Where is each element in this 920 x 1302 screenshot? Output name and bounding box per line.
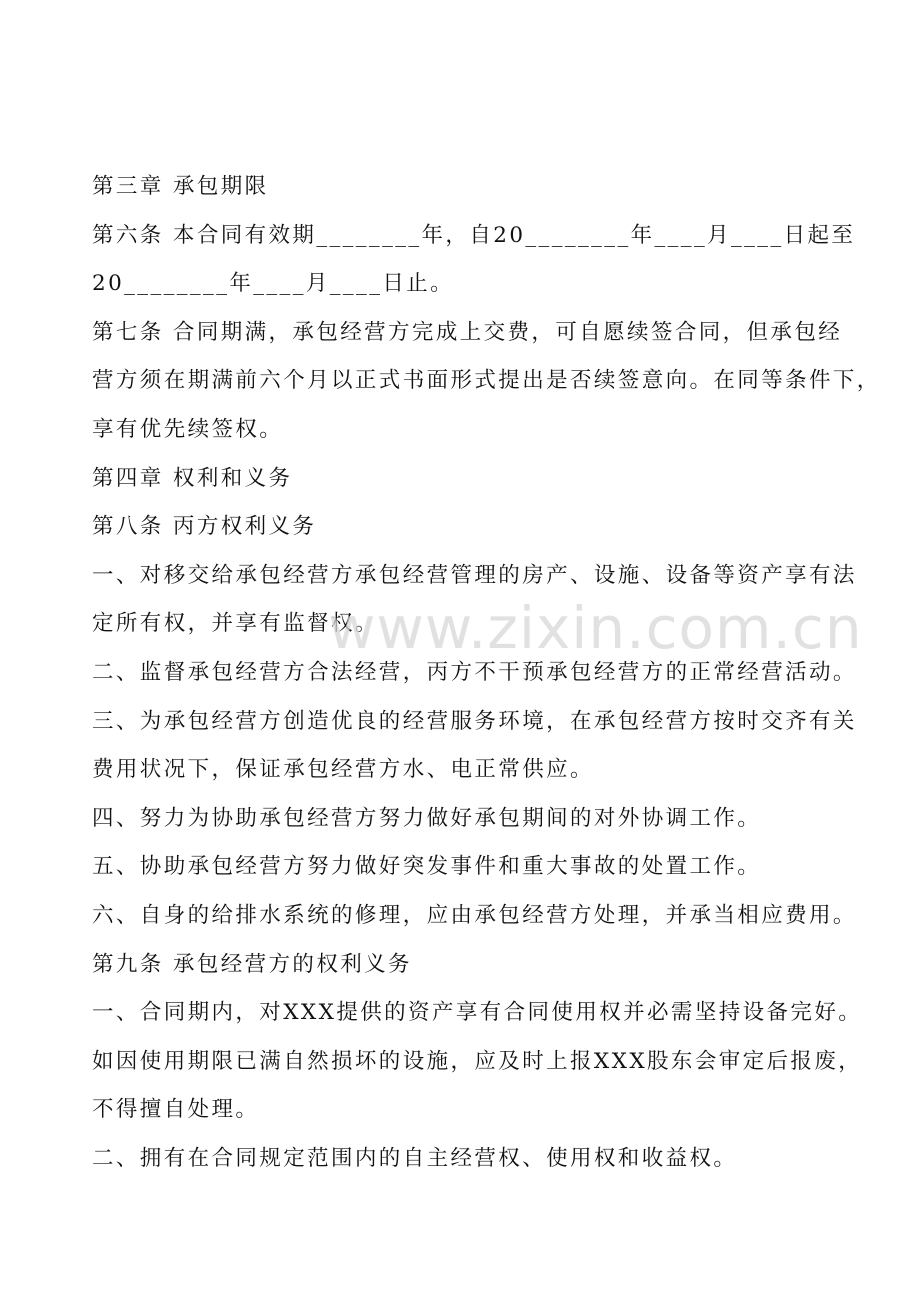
article-9-item-1-line-3: 不得擅自处理。 xyxy=(92,1097,260,1123)
article-7-line-2: 营方须在期满前六个月以正式书面形式提出是否续签意向。在同等条件下， xyxy=(92,368,881,394)
article-8-item-1-line-1: 一、对移交给承包经营方承包经营管理的房产、设施、设备等资产享有法 xyxy=(92,562,857,588)
article-8-item-3-line-1: 三、为承包经营方创造优良的经营服务环境，在承包经营方按时交齐有关 xyxy=(92,708,857,734)
chapter-heading-4: 第四章 权利和义务 xyxy=(92,465,293,491)
article-8-item-6: 六、自身的给排水系统的修理，应由承包经营方处理，并承当相应费用。 xyxy=(92,902,857,928)
article-8-heading: 第八条 丙方权利义务 xyxy=(92,514,317,540)
chapter-heading-3: 第三章 承包期限 xyxy=(92,174,269,199)
article-8-item-1-line-2: 定所有权，并享有监督权。 xyxy=(92,611,379,637)
article-9-item-2: 二、拥有在合同规定范围内的自主经营权、使用权和收益权。 xyxy=(92,1145,738,1171)
article-8-item-5: 五、协助承包经营方努力做好突发事件和重大事故的处置工作。 xyxy=(92,854,762,880)
document-body xyxy=(92,163,881,1183)
article-9-item-1-line-1: 一、合同期内，对XXX提供的资产享有合同使用权并必需坚持设备完好。 xyxy=(92,1000,863,1026)
article-9-heading: 第九条 承包经营方的权利义务 xyxy=(92,951,412,977)
article-7-line-3: 享有优先续签权。 xyxy=(92,416,284,442)
article-9-item-1-line-2: 如因使用期限已满自然损坏的设施，应及时上报XXX股东会审定后报废， xyxy=(92,1048,863,1074)
article-6-line-1: 第六条 本合同有效期________年，自20________年____月____日起至 xyxy=(92,222,856,248)
article-7-line-1: 第七条 合同期满，承包经营方完成上交费，可自愿续签合同，但承包经 xyxy=(92,319,843,345)
article-8-item-4: 四、努力为协助承包经营方努力做好承包期间的对外协调工作。 xyxy=(92,805,762,831)
watermark: www.zixin.com.cn xyxy=(328,594,863,662)
article-6-line-2: 20________年____月____日止。 xyxy=(92,271,455,297)
article-8-item-3-line-2: 费用状况下，保证承包经营方水、电正常供应。 xyxy=(92,757,594,783)
article-8-item-2: 二、监督承包经营方合法经营，丙方不干预承包经营方的正常经营活动。 xyxy=(92,659,857,685)
